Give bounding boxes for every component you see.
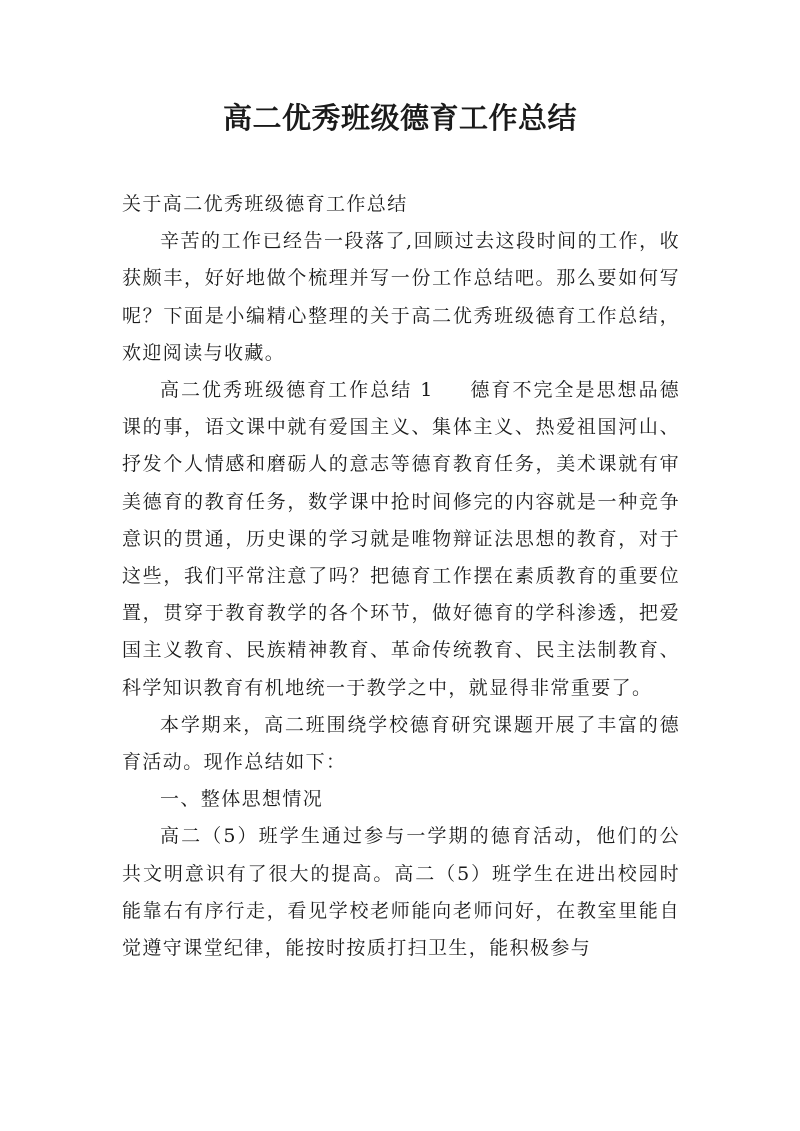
document-body [122,186,680,967]
paragraph-class5: 高二（5）班学生通过参与一学期的德育活动，他们的公共文明意识有了很大的提高。高二（5）班学生在进出校园时能靠右有序行走，看见学校老师能向老师问好，在教室里能自觉遵守课堂纪律，能按时按质打扫卫生，能积极参与 [122,825,680,960]
paragraph-activities: 本学期来，高二班围绕学校德育研究课题开展了丰富的德育活动。现作总结如下： [122,713,680,774]
section1-text: 德育不完全是思想品德课的事，语文课中就有爱国主义、集体主义、热爱祖国河山、抒发个人情感和磨砺人的意志等德育教育任务，美术课就有审美德育的教育任务，数学课中抢时间修完的内容就是一种竞争意识的贯通，历史课的学习就是唯物辩证法思想的教育，对于这些，我们平常注意了吗？把德育工作摆在素质教育的重要位置，贯穿于教育教学的各个环节，做好德育的学科渗透，把爱国主义教育、民族精神教育、革命传统教育、民主法制教育、科学知识教育有机地统一于教学之中，就显得非常重要了。 [122,379,680,699]
intro-paragraph: 辛苦的工作已经告一段落了,回顾过去这段时间的工作，收获颇丰，好好地做个梳理并写一份工作总结吧。那么要如何写呢？下面是小编精心整理的关于高二优秀班级德育工作总结，欢迎阅读与收藏。 [122,230,680,364]
document-subtitle: 关于高二优秀班级德育工作总结 [122,193,408,215]
heading-overall: 一、整体思想情况 [160,788,324,811]
document-title: 高二优秀班级德育工作总结 [222,101,577,135]
section1-heading: 高二优秀班级德育工作总结 1 [160,379,434,402]
section1-paragraph [122,372,680,707]
